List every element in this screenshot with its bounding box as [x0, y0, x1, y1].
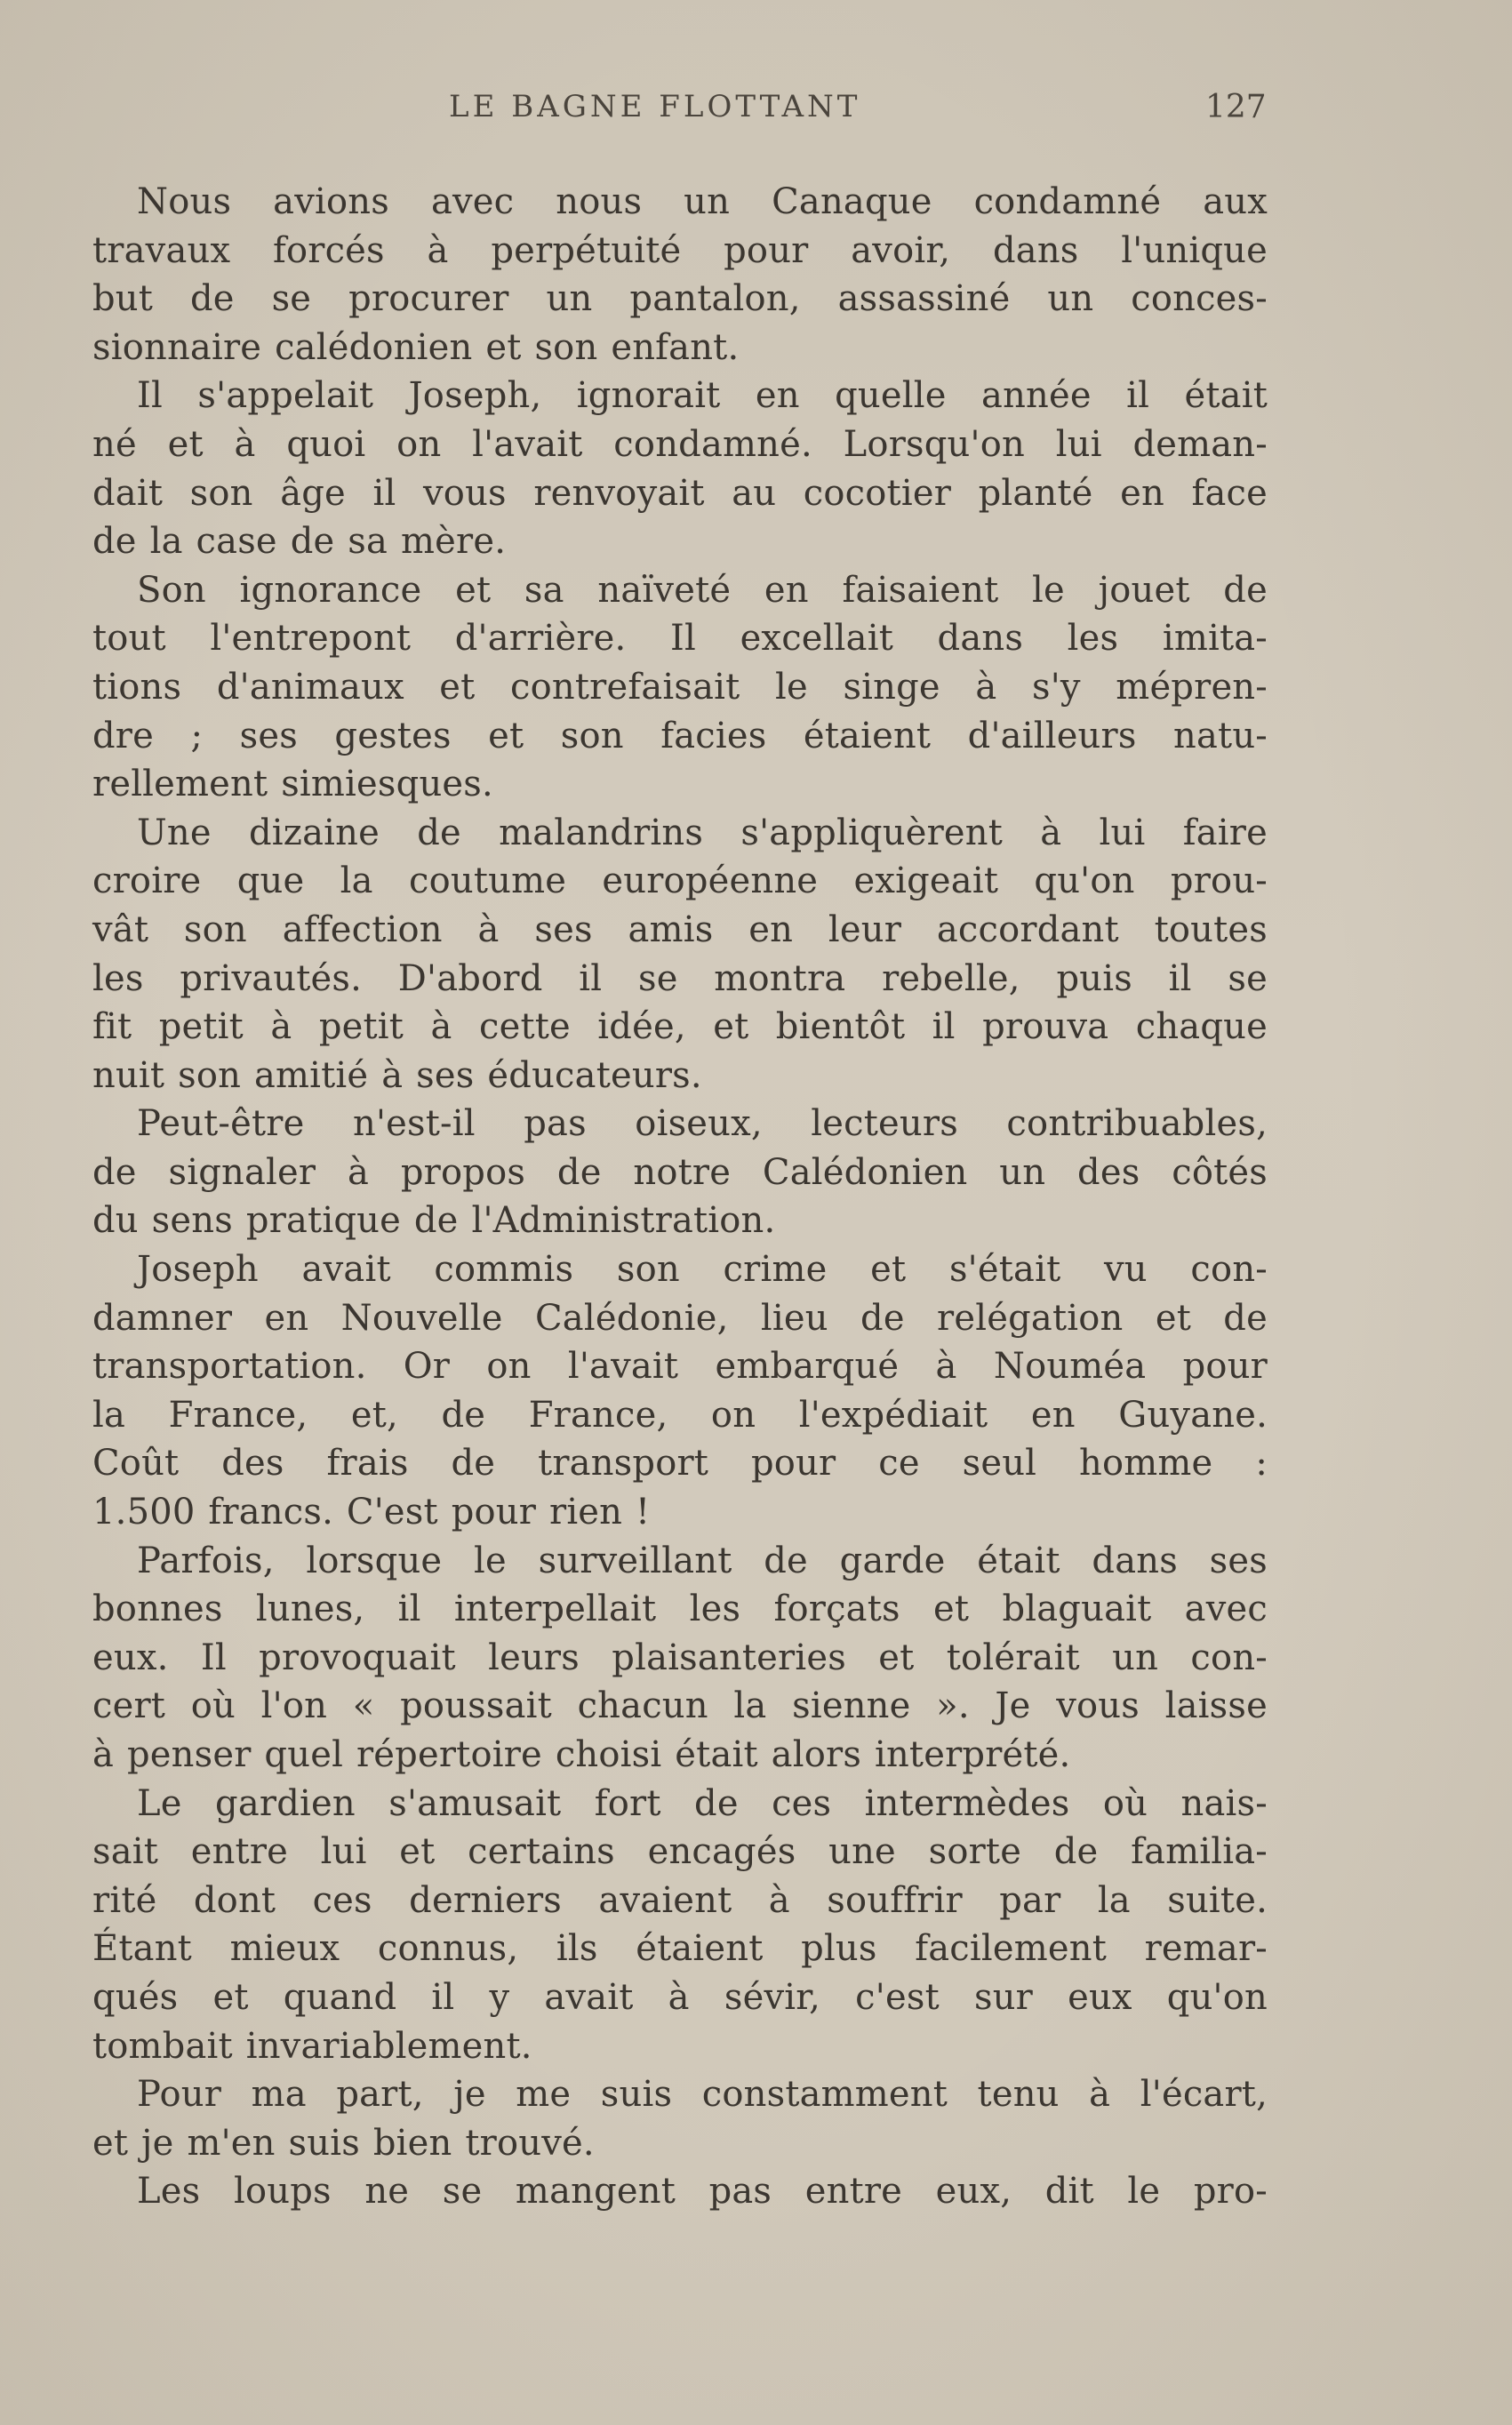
page-number: 127: [1205, 89, 1267, 125]
text-line: Il s'appelait Joseph, ignorait en quelle année il était: [137, 375, 1268, 417]
body-text: [92, 178, 1268, 2216]
text-line: Étant mieux connus, ils étaient plus facilement remar-: [92, 1928, 1268, 1970]
text-line: travaux forcés à perpétuité pour avoir, dans l'unique: [92, 229, 1268, 271]
text-line: Peut-être n'est-il pas oiseux, lecteurs contribuables,: [137, 1103, 1268, 1145]
text-line: dre ; ses gestes et son facies étaient d'ailleurs natu-: [92, 715, 1268, 756]
text-line: sait entre lui et certains encagés une sorte de familia-: [92, 1831, 1268, 1873]
running-title: LE BAGNE FLOTTANT: [449, 89, 861, 124]
text-line: dait son âge il vous renvoyait au cocotier planté en face: [92, 472, 1268, 514]
text-line: la France, et, de France, on l'expédiait en Guyane.: [92, 1394, 1268, 1436]
text-line: eux. Il provoquait leurs plaisanteries et tolérait un con-: [92, 1637, 1268, 1678]
text-line: Pour ma part, je me suis constamment tenu à l'écart,: [137, 2074, 1268, 2116]
text-line: bonnes lunes, il interpellait les forçats et blaguait avec: [92, 1589, 1268, 1630]
text-line: fit petit à petit à cette idée, et bientôt il prouva chaque: [92, 1006, 1268, 1048]
text-line: à penser quel répertoire choisi était alors interprété.: [92, 1734, 1071, 1775]
text-line: cert où l'on « poussait chacun la sienne ». Je vous laisse: [92, 1685, 1268, 1727]
text-line: transportation. Or on l'avait embarqué à Nouméa pour: [92, 1346, 1268, 1388]
text-line: Les loups ne se mangent pas entre eux, dit le pro-: [137, 2171, 1268, 2213]
text-line: Parfois, lorsque le surveillant de garde était dans ses: [137, 1540, 1268, 1581]
text-line: et je m'en suis bien trouvé.: [92, 2122, 595, 2164]
text-line: tombait invariablement.: [92, 2025, 532, 2067]
text-line: Coût des frais de transport pour ce seul homme :: [92, 1443, 1268, 1485]
text-line: rellement simiesques.: [92, 764, 493, 805]
text-line: sionnaire calédonien et son enfant.: [92, 326, 740, 368]
text-line: damner en Nouvelle Calédonie, lieu de relégation et de: [92, 1297, 1268, 1339]
text-line: Le gardien s'amusait fort de ces intermèdes où nais-: [137, 1782, 1268, 1824]
text-line: de la case de sa mère.: [92, 521, 507, 563]
text-line: nuit son amitié à ses éducateurs.: [92, 1054, 702, 1096]
text-line: croire que la coutume européenne exigeait qu'on prou-: [92, 860, 1268, 902]
text-line: 1.500 francs. C'est pour rien !: [92, 1492, 651, 1533]
text-line: de signaler à propos de notre Calédonien un des côtés: [92, 1151, 1268, 1193]
text-line: tions d'animaux et contrefaisait le singe à s'y mépren-: [92, 666, 1268, 708]
text-line: qués et quand il y avait à sévir, c'est sur eux qu'on: [92, 1976, 1268, 2018]
text-line: né et à quoi on l'avait condamné. Lorsqu'on lui deman-: [92, 423, 1268, 465]
running-head: [0, 89, 1512, 142]
text-line: but de se procurer un pantalon, assassiné un conces-: [92, 278, 1268, 320]
text-line: vât son affection à ses amis en leur accordant toutes: [92, 908, 1268, 950]
text-line: Son ignorance et sa naïveté en faisaient le jouet de: [137, 569, 1268, 611]
text-line: tout l'entrepont d'arrière. Il excellait dans les imita-: [92, 618, 1268, 660]
text-line: Joseph avait commis son crime et s'était vu con-: [137, 1249, 1268, 1291]
text-line: Une dizaine de malandrins s'appliquèrent à lui faire: [137, 812, 1268, 853]
text-line: Nous avions avec nous un Canaque condamné aux: [137, 181, 1268, 222]
text-line: rité dont ces derniers avaient à souffrir par la suite.: [92, 1879, 1268, 1921]
text-line: du sens pratique de l'Administration.: [92, 1200, 776, 1242]
text-line: les privautés. D'abord il se montra rebelle, puis il se: [92, 957, 1268, 999]
